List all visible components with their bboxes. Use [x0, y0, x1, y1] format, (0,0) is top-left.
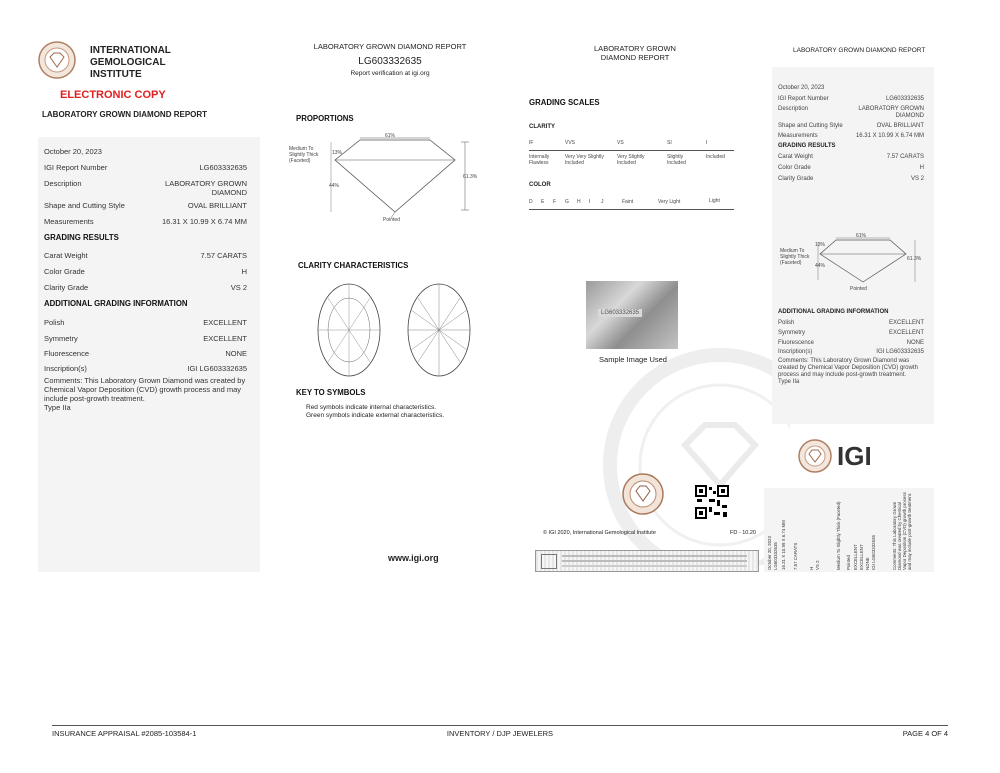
right-polish-label: Polish: [778, 320, 795, 326]
right-clarity-value: VS 2: [910, 176, 924, 182]
right-symmetry-value: EXCELLENT: [888, 330, 924, 336]
left-report-number-value: LG603332635: [199, 163, 247, 172]
rot-girdle: Medium To Slightly Thick (Faceted): [836, 501, 841, 570]
right-report-number-value: LG603332635: [885, 96, 924, 102]
right-carat-label: Carat Weight: [778, 154, 813, 160]
left-shape-label: Shape and Cutting Style: [44, 201, 125, 210]
girdle-label: Medium To Slightly Thick (Faceted): [289, 146, 319, 164]
left-comments: Comments: This Laboratory Grown Diamond was created by Chemical Vapor Deposition (CVD) growth process and may include post-growth treatment.: [44, 376, 246, 403]
footer-right: PAGE 4 OF 4: [902, 729, 948, 738]
clarity-vvs: VVS: [565, 140, 576, 146]
igi-seal-small: [622, 473, 664, 515]
igi-seal-logo: [38, 41, 76, 79]
rot-culet: Pointed: [846, 555, 851, 570]
left-color-value: H: [241, 267, 247, 276]
right-description-value2: DIAMOND: [895, 113, 924, 119]
key-to-symbols-heading: KEY TO SYMBOLS: [296, 388, 366, 397]
right-proportions-diagram: [778, 230, 928, 295]
footer-rule: [52, 725, 948, 726]
right-color-label: Color Grade: [778, 165, 811, 171]
right-shape-label: Shape and Cutting Style: [778, 123, 843, 129]
clarity-vs-desc: Very Slightly Included: [617, 154, 645, 166]
pavilion-pct: 44%: [329, 183, 340, 189]
color-g: G: [565, 199, 569, 205]
right-description-value: LABORATORY GROWN: [858, 106, 924, 112]
right-clarity-label: Clarity Grade: [778, 176, 814, 182]
right-report-title: LABORATORY GROWN DIAMOND REPORT: [793, 47, 926, 54]
depth-pct: 61.3%: [463, 174, 478, 180]
proportions-diagram: [285, 130, 490, 230]
right-grading-results-heading: GRADING RESULTS: [778, 143, 836, 149]
rot-fluorescence: NONE: [865, 557, 870, 570]
rot-date: October 20, 2023: [767, 536, 772, 570]
left-fluorescence-value: NONE: [225, 349, 247, 358]
color-very-light: Very Light: [658, 199, 681, 205]
clarity-characteristics-heading: CLARITY CHARACTERISTICS: [298, 261, 409, 270]
right-measurements-label: Measurements: [778, 133, 818, 139]
color-j: J: [601, 199, 604, 205]
security-strip-line3: [562, 565, 747, 567]
clarity-i: I: [706, 140, 708, 146]
org-name-line2: GEMOLOGICAL: [90, 57, 166, 68]
right-carat-value: 7.57 CARATS: [886, 154, 924, 160]
clarity-vvs-desc: Very Very Slightly Included: [565, 154, 604, 166]
rot-measurements: 16.31 X 10.99 X 6.74 MM: [781, 520, 786, 570]
clarity-i-desc: Included: [706, 154, 725, 160]
right-date: October 20, 2023: [778, 85, 825, 91]
scales-title-line2: DIAMOND REPORT: [600, 53, 670, 62]
right-inscription-value: IGI LG603332635: [876, 349, 924, 355]
color-scale-rule: [529, 209, 734, 210]
copyright-text: © IGI 2020, International Gemological Institute: [543, 530, 656, 536]
igi-logo: [797, 438, 887, 474]
left-description-value: LABORATORY GROWN: [165, 179, 247, 188]
table-pct: 61%: [385, 133, 396, 139]
right-color-value: H: [919, 165, 924, 171]
rot-comments: Comments: This Laboratory Grown Diamond was created by Chemical Vapor Deposition (CVD) growth process and may include post-growth treatment.: [892, 492, 912, 570]
left-inscription-value: IGI LG603332635: [187, 364, 247, 373]
right-crown-pct: 13%: [815, 242, 826, 248]
color-light: Light: [709, 198, 720, 204]
security-strip: [535, 550, 759, 572]
left-measurements-value: 16.31 X 10.99 X 6.74 MM: [161, 217, 247, 226]
proportions-heading: PROPORTIONS: [296, 114, 354, 123]
middle-title: LABORATORY GROWN DIAMOND REPORT: [313, 42, 467, 51]
org-name-line1: INTERNATIONAL: [90, 45, 171, 56]
scales-title-line1: LABORATORY GROWN: [594, 44, 676, 53]
right-fluorescence-value: NONE: [906, 340, 924, 346]
left-symmetry-value: EXCELLENT: [203, 334, 247, 343]
form-code: FD - 10.20: [730, 530, 756, 536]
rot-carat: 7.57 CARATS: [793, 542, 798, 570]
clarity-vs: VS: [617, 140, 624, 146]
left-date: October 20, 2023: [44, 147, 102, 156]
right-additional-heading: ADDITIONAL GRADING INFORMATION: [778, 309, 889, 315]
clarity-scale-heading: CLARITY: [529, 124, 555, 130]
rot-color: H: [809, 566, 814, 570]
color-f: F: [553, 199, 557, 205]
website-link[interactable]: www.igi.org: [388, 553, 439, 563]
footer-left: INSURANCE APPRAISAL #2085-103584-1: [52, 729, 197, 738]
igi-logo-text: IGI: [837, 441, 872, 471]
left-shape-value: OVAL BRILLIANT: [187, 201, 247, 210]
right-description-label: Description: [778, 106, 809, 112]
right-comments: Comments: This Laboratory Grown Diamond was created by Chemical Vapor Deposition (CVD) growth process and may include post-growth treatment.: [778, 358, 918, 378]
color-h: H: [577, 199, 581, 205]
org-name: [90, 45, 171, 81]
left-grading-results-heading: GRADING RESULTS: [44, 233, 119, 242]
clarity-scale-rule: [529, 150, 734, 151]
left-color-label: Color Grade: [44, 267, 85, 276]
left-polish-label: Polish: [44, 318, 65, 327]
crown-pct: 13%: [332, 150, 343, 156]
security-strip-line1: [562, 555, 747, 557]
clarity-si: SI: [667, 140, 672, 146]
right-measurements-value: 16.31 X 10.99 X 6.74 MM: [855, 133, 924, 139]
right-pavilion-pct: 44%: [815, 263, 826, 269]
security-strip-line2: [562, 560, 747, 562]
color-scale-heading: COLOR: [529, 182, 551, 188]
right-shape-value: OVAL BRILLIANT: [876, 123, 924, 129]
left-clarity-value: VS 2: [230, 283, 247, 292]
right-fluorescence-label: Fluorescence: [778, 340, 815, 346]
clarity-plot-diagrams: [315, 282, 475, 382]
left-clarity-label: Clarity Grade: [44, 283, 89, 292]
left-report-number-label: IGI Report Number: [44, 163, 108, 172]
left-carat-value: 7.57 CARATS: [200, 251, 247, 260]
grading-scales-heading: GRADING SCALES: [529, 98, 600, 107]
middle-report-number: LG603332635: [358, 56, 422, 67]
left-report-title: LABORATORY GROWN DIAMOND REPORT: [42, 110, 208, 119]
color-faint: Faint: [622, 199, 634, 205]
left-type: Type IIa: [44, 403, 71, 412]
right-type: Type IIa: [778, 379, 800, 385]
color-d: D: [529, 199, 533, 205]
key-line-red: Red symbols indicate internal characteristics.: [306, 404, 437, 411]
left-description-label: Description: [44, 179, 82, 188]
left-polish-value: EXCELLENT: [203, 318, 247, 327]
left-fluorescence-label: Fluorescence: [44, 349, 90, 358]
rot-report-number: LG603332635: [773, 542, 778, 570]
middle-verify-text: Report verification at igi.org: [350, 70, 430, 77]
left-measurements-label: Measurements: [44, 217, 94, 226]
rot-symmetry: EXCELLENT: [859, 544, 864, 570]
clarity-if-desc: Internally Flawless: [529, 154, 550, 166]
color-e: E: [541, 199, 545, 205]
left-symmetry-label: Symmetry: [44, 334, 78, 343]
electronic-copy-label: ELECTRONIC COPY: [60, 89, 166, 101]
left-description-value2: DIAMOND: [211, 188, 247, 197]
clarity-si-desc: Slightly Included: [667, 154, 686, 166]
sample-inscription-text: LG603332635: [598, 309, 642, 317]
culet-label: Pointed: [383, 217, 400, 223]
rot-clarity: VS 2: [815, 560, 820, 570]
scales-title: [575, 44, 695, 62]
left-additional-heading: ADDITIONAL GRADING INFORMATION: [44, 299, 188, 308]
right-girdle-label: Medium To Slightly Thick (Faceted): [780, 248, 810, 266]
footer-center: INVENTORY / DJP JEWELERS: [446, 729, 554, 738]
org-name-line3: INSTITUTE: [90, 69, 142, 80]
rot-polish: EXCELLENT: [853, 544, 858, 570]
key-line-green: Green symbols indicate external characteristics.: [306, 412, 445, 419]
security-strip-icon: [541, 554, 557, 569]
right-polish-value: EXCELLENT: [888, 320, 924, 326]
right-report-number-label: IGI Report Number: [778, 96, 829, 102]
clarity-if: IF: [529, 140, 534, 146]
sample-inscription-image: [586, 281, 678, 349]
left-inscription-label: Inscription(s): [44, 364, 87, 373]
color-i: I: [589, 199, 591, 205]
right-table-pct: 61%: [856, 233, 867, 239]
qr-code-icon: [695, 485, 729, 519]
right-culet-label: Pointed: [850, 286, 867, 292]
right-symmetry-label: Symmetry: [778, 330, 805, 336]
rot-inscription: IGI LG603332635: [871, 535, 876, 570]
right-inscription-label: Inscription(s): [778, 349, 813, 355]
right-depth-pct: 61.3%: [907, 256, 922, 262]
sample-caption: Sample Image Used: [599, 355, 667, 364]
left-carat-label: Carat Weight: [44, 251, 88, 260]
